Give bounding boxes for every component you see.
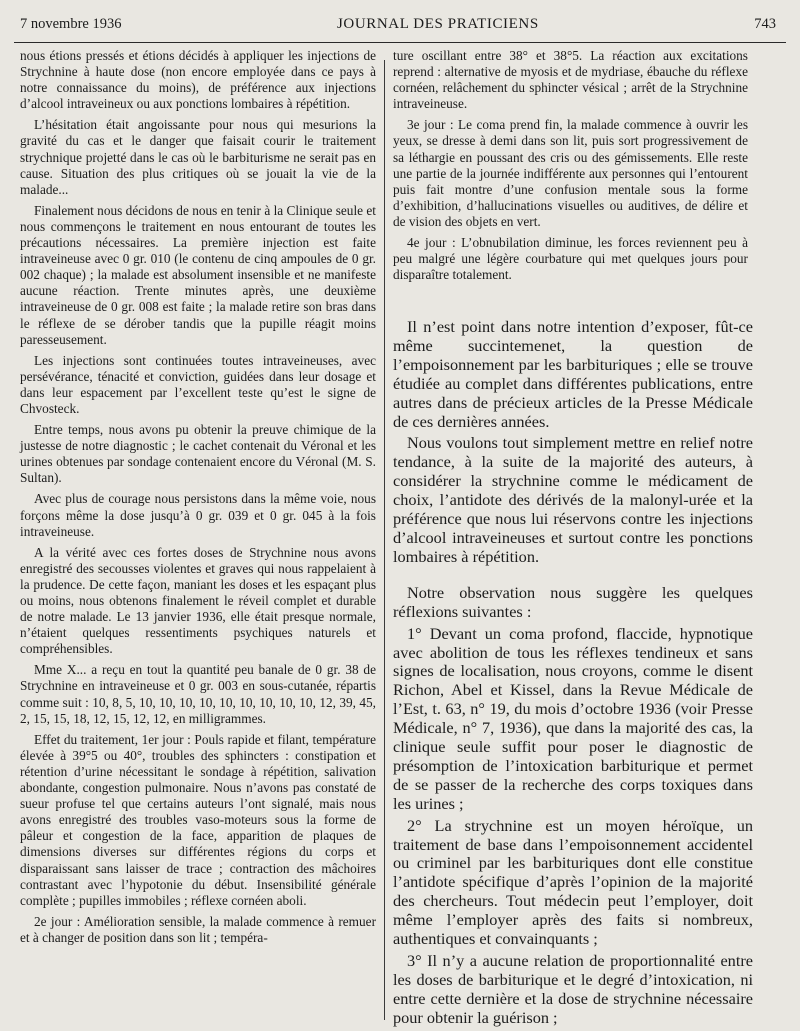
left-paragraph: L’hésitation était angoissante pour nous qui mesurions la gravité du cas et le danger que faisait courir le traitement strychnique projetté dans le cas où le barbiturisme ne serait pas en cause. Situation des plus critiques où se jouait la vie de la malade...	[20, 117, 376, 197]
right-paragraph: 2° La strychnine est un moyen héroïque, un traitement de base dans l’empoisonnement accidentel ou criminel par les barbituriques dont elle constitue l’antidote spécifique d’après l’opinion de la majorité des chercheurs. Tout médecin peut l’employer, doit même l’employer après des faits si nombreux, authentiques et convainquants ;	[393, 815, 753, 949]
page-header	[20, 16, 776, 38]
page-number: 743	[754, 16, 776, 32]
left-paragraph: Les injections sont continuées toutes intraveineuses, avec persévérance, ténacité et conviction, guidées dans leur dosage et dans leur espacement par l’excellent teste qu’est le signe de Chvosteck.	[20, 352, 376, 416]
right-column-top	[393, 48, 748, 288]
left-paragraph: Finalement nous décidons de nous en tenir à la Clinique seule et nous commençons le traitement en nous entourant de toutes les précautions nécessaires. La première injection est faite intraveineuse avec 0 gr. 010 (le contenu de cinq ampoules de 0 gr. 002 chaque) ; la malade est absolument insensible et ne manifeste aucune réaction. Trente minutes après, une deuxième intraveineuse de 0 gr. 008 est faite ; la malade retire son bras dans le réflexe de se dérober tandis que la pupille réagit moins paresseusement.	[20, 202, 376, 347]
header-date: 7 novembre 1936	[20, 16, 122, 32]
right-paragraph: Il n’est point dans notre intention d’exposer, fût-ce même succintemenet, la question de l’empoisonnement par les barbituriques ; elle se trouve étudiée au complet dans différentes publications, entre autres dans de précieux articles de la Presse Médicale de ces dernières années.	[393, 317, 753, 431]
left-column	[20, 48, 376, 951]
right-paragraph: Notre observation nous suggère les quelques réflexions suivantes :	[393, 582, 753, 621]
left-paragraph: Avec plus de courage nous persistons dans la même voie, nous forçons même la dose jusqu’à 0 gr. 039 et 0 gr. 045 à la fois intraveineuse.	[20, 491, 376, 539]
right-paragraph: 1° Devant un coma profond, flaccide, hypnotique avec abolition de tous les réflexes tendineux et sans signes de localisation, nous croyons, comme le disent Richon, Abel et Kissel, dans la Revue Médicale de l’Est, t. 63, n° 19, du mois d’octobre 1936 (voir Presse Médicale, n° 7, 1936), que dans la majorité des cas, la clinique seule suffit pour poser le diagnostic de présomption de l’intoxication barbiturique et permet de se passer de la recherche des corps toxiques dans les urines ;	[393, 623, 753, 813]
left-paragraph: 2e jour : Amélioration sensible, la malade commence à remuer et à changer de position dans son lit ; tempéra-	[20, 913, 376, 945]
left-paragraph: Entre temps, nous avons pu obtenir la preuve chimique de la justesse de notre diagnostic ; le cachet contenait du Véronal et les urines obtenues par sondage contenaient encore du Véronal (M. S. Sultan).	[20, 422, 376, 486]
section-gap	[393, 570, 753, 584]
right-paragraph: Nous voulons tout simplement mettre en relief notre tendance, à la suite de la majorité des auteurs, à considérer la strychnine comme le médicament de choix, l’antidote des dérivés de la malonyl-urée et la préférence que nous lui réservons contre les injections d’alcool intraveineuses et surtout contre les ponctions lombaires à répétition.	[393, 433, 753, 566]
right-paragraph: 3° Il n’y a aucune relation de proportionnalité entre les doses de barbiturique et le degré d’intoxication, ni entre cette dernière et la dose de strychnine nécessaire pour obtenir la guérison ;	[393, 951, 753, 1027]
left-paragraph: nous étions pressés et étions décidés à appliquer les injections de Strychnine à haute dose (non encore employée dans ce pays à notre connaissance du moins), de préférence aux injections d’alcool intraveineux ou aux ponctions lombaires à répétition.	[20, 48, 376, 112]
left-paragraph: Mme X... a reçu en tout la quantité peu banale de 0 gr. 38 de Strychnine en intraveineuse et 0 gr. 003 en sous-cutanée, répartis comme suit : 10, 8, 5, 10, 10, 10, 10, 10, 10, 10, 10, 10, 12, 39, 45, 2, 15, 15, 18, 12, 15, 12, 12, en milligrammes.	[20, 662, 376, 726]
header-rule	[14, 42, 786, 43]
journal-title: JOURNAL DES PRATICIENS	[336, 16, 539, 32]
left-paragraph: A la vérité avec ces fortes doses de Strychnine nous avons enregistré des secousses violentes et graves qui nous rappelaient à la prudence. De cette façon, maniant les doses et les espaçant plus ou moins, nous obtenons finalement le réveil complet et durable de notre malade. Le 13 janvier 1936, elle était presque normale, n’étaient quelques ressentiments psychiques naturels et compréhensibles.	[20, 544, 376, 657]
right-paragraph: 3e jour : Le coma prend fin, la malade commence à ouvrir les yeux, se dresse à demi dans son lit, puis sort progressivement de sa léthargie en poussant des cris ou des gémissements. Elle reste une partie de la journée indifférente aux personnes qui l’entourent puis fait montre d’une confusion mentale sous la forme d’exhibition, d’hallucinations visuelles ou auditives, de délire et de vision des objets en vert.	[393, 117, 748, 229]
column-divider	[384, 60, 385, 1020]
left-paragraph: Effet du traitement, 1er jour : Pouls rapide et filant, température élevée à 39°5 ou 40°, troubles des sphincters : constipation et rétention d’urine nécessitant le sondage à répétition, salivation abondante, congestion pulmonaire. Nous n’avons pas constaté de sueur profuse tel que certains auteurs l’ont signalé, mais nous avons enregistré des troubles vaso-moteurs sous la forme de pâleur et congestion de la face, apparition de plaques de dimensions diverses sur différentes régions du corps et disparaissant sans laisser de trace ; contraction des mâchoires contrastant avec l’hypotonie du début. Insensibilité générale complète ; pupilles immobiles ; réflexe cornéen aboli.	[20, 731, 376, 908]
right-paragraph: ture oscillant entre 38° et 38°5. La réaction aux excitations reprend : alternative de myosis et de mydriase, ébauche du réflexe cornéen, relâchement du sphincter vésical ; arrêt de la Strychnine intraveineuse.	[393, 48, 748, 112]
right-column-bottom	[393, 318, 753, 1031]
right-paragraph: 4e jour : L’obnubilation diminue, les forces reviennent peu à peu malgré une légère courbature qui met quelques jours pour disparaître totalement.	[393, 235, 748, 283]
